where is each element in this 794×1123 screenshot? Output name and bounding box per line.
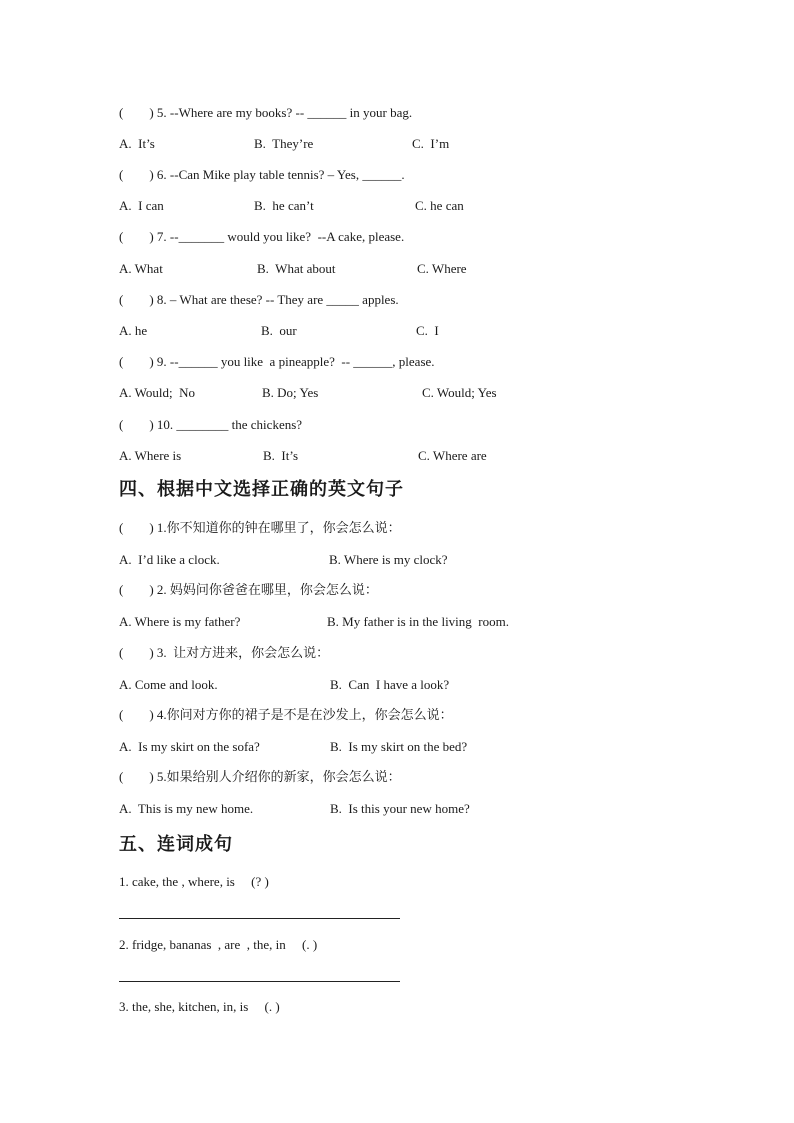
- part4-question-5-stem: ( ) 5.如果给别人介绍你的新家，你会怎么说：: [119, 769, 401, 784]
- answer-line-1[interactable]: [119, 918, 400, 919]
- question-7-option-b: B. What about: [257, 261, 336, 276]
- part4-question-3-option-a: A. Come and look.: [119, 677, 218, 692]
- section-5-heading: 五、连词成句: [119, 834, 233, 855]
- part4-question-5-option-a: A. This is my new home.: [119, 801, 254, 816]
- question-9-option-c: C. Would; Yes: [422, 385, 497, 400]
- question-5-stem: ( ) 5. --Where are my books? -- ______ in your bag.: [119, 105, 413, 120]
- question-6-stem: ( ) 6. --Can Mike play table tennis? – Yes, ______.: [119, 167, 405, 182]
- question-6-option-b: B. he can’t: [254, 198, 314, 213]
- part4-question-1-option-a: A. I’d like a clock.: [119, 552, 220, 567]
- part4-question-5-option-b: B. Is this your new home?: [330, 801, 470, 816]
- question-9-stem: ( ) 9. --______ you like a pineapple? -- ______, please.: [119, 354, 435, 369]
- question-10-option-c: C. Where are: [418, 448, 487, 463]
- part4-question-3-option-b: B. Can I have a look?: [330, 677, 450, 692]
- question-5-option-a: A. It’s: [119, 136, 155, 151]
- answer-line-2[interactable]: [119, 981, 400, 982]
- part4-question-4-option-b: B. Is my skirt on the bed?: [330, 739, 468, 754]
- question-10-option-a: A. Where is: [119, 448, 182, 463]
- part4-question-4-stem: ( ) 4.你问对方你的裙子是不是在沙发上，你会怎么说：: [119, 707, 453, 722]
- question-9-option-a: A. Would; No: [119, 385, 195, 400]
- question-8-option-b: B. our: [261, 323, 297, 338]
- question-8-option-c: C. I: [416, 323, 439, 338]
- question-10-option-b: B. It’s: [263, 448, 299, 463]
- question-6-option-a: A. I can: [119, 198, 164, 213]
- part4-question-2-option-b: B. My father is in the living room.: [327, 614, 509, 629]
- sentence-item-1: 1. cake, the , where, is (? ): [119, 874, 269, 889]
- question-10-stem: ( ) 10. ________ the chickens?: [119, 417, 303, 432]
- part4-question-1-option-b: B. Where is my clock?: [329, 552, 448, 567]
- question-7-option-a: A. What: [119, 261, 163, 276]
- part4-question-1-stem: ( ) 1.你不知道你的钟在哪里了，你会怎么说：: [119, 520, 401, 535]
- sentence-item-3: 3. the, she, kitchen, in, is (. ): [119, 999, 280, 1014]
- part4-question-2-stem: ( ) 2. 妈妈问你爸爸在哪里，你会怎么说：: [119, 582, 378, 597]
- part4-question-3-stem: ( ) 3. 让对方进来，你会怎么说：: [119, 645, 330, 660]
- question-5-option-c: C. I’m: [412, 136, 450, 151]
- question-9-option-b: B. Do; Yes: [262, 385, 319, 400]
- part4-question-2-option-a: A. Where is my father?: [119, 614, 241, 629]
- sentence-item-2: 2. fridge, bananas , are , the, in (. ): [119, 937, 318, 952]
- question-7-option-c: C. Where: [417, 261, 467, 276]
- question-6-option-c: C. he can: [415, 198, 464, 213]
- question-5-option-b: B. They’re: [254, 136, 314, 151]
- part4-question-4-option-a: A. Is my skirt on the sofa?: [119, 739, 260, 754]
- question-8-stem: ( ) 8. – What are these? -- They are _____ apples.: [119, 292, 399, 307]
- question-8-option-a: A. he: [119, 323, 148, 338]
- section-4-heading: 四、根据中文选择正确的英文句子: [119, 479, 404, 500]
- question-7-stem: ( ) 7. --_______ would you like? --A cake, please.: [119, 229, 405, 244]
